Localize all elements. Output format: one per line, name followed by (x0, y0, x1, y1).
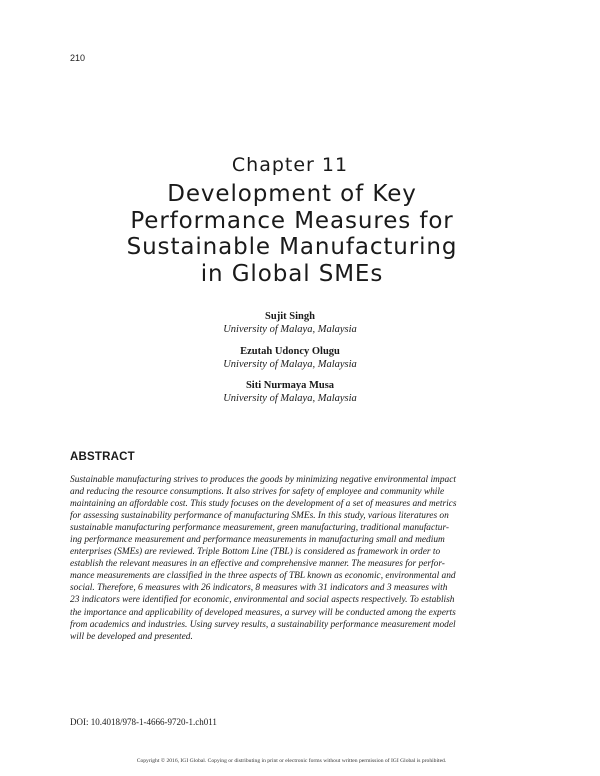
abstract-line: from academics and industries. Using survey results, a sustainability performance measurement model (70, 619, 456, 630)
abstract-line: Sustainable manufacturing strives to produces the goods by minimizing negative environmental impact (70, 475, 456, 485)
abstract-line: the importance and applicability of developed measures, a survey will be conducted among the experts (70, 607, 456, 618)
abstract-line: 23 indicators were identified for economic, environmental and social aspects respectively. To establish (70, 595, 455, 606)
author-name: Sujit Singh (265, 311, 315, 322)
abstract-line: establish the relevant measures in an effective and comprehensive manner. The measures for perfor- (70, 559, 445, 570)
abstract-line: ing performance measurement and performance measurements in manufacturing small and medium (70, 535, 445, 546)
abstract-line: for assessing sustainability performance of manufacturing SMEs. In this study, various literatures on (70, 511, 449, 522)
copyright-notice: Copyright © 2016, IGI Global. Copying or distributing in print or electronic forms without written permission of IGI Global is prohibited. (136, 758, 447, 764)
author-affiliation: University of Malaya, Malaysia (223, 393, 357, 404)
chapter-title-line: Development of Key (167, 181, 417, 207)
doi-link[interactable]: DOI: 10.4018/978-1-4666-9720-1.ch011 (70, 717, 217, 727)
abstract-body (70, 474, 518, 643)
abstract-line: mance measurements are classified in the three aspects of TBL known as economic, environmental and (70, 571, 456, 582)
chapter-title-line: in Global SMEs (200, 260, 384, 287)
abstract-line: maintaining an affordable cost. This study focuses on the development of a set of measures and metrics (70, 499, 457, 510)
abstract-line: sustainable manufacturing performance measurement, green manufacturing, traditional manufactur- (70, 523, 450, 534)
abstract-line: will be developed and presented. (70, 631, 193, 642)
abstract-line: enterprises (SMEs) are reviewed. Triple Bottom Line (TBL) is considered as framework in order to (70, 547, 441, 558)
chapter-title (60, 181, 524, 287)
abstract-line: and reducing the resource consumptions. It also strives for safety of employee and community while (70, 487, 445, 498)
chapter-title-line: Performance Measures for (130, 207, 454, 234)
author-name: Siti Nurmaya Musa (245, 380, 335, 391)
author-block (0, 310, 580, 336)
author-affiliation: University of Malaya, Malaysia (223, 324, 357, 335)
abstract-heading: ABSTRACT (70, 451, 135, 463)
abstract-line: social. Therefore, 6 measures with 26 indicators, 8 measures with 31 indicators and 3 measures with (70, 583, 448, 594)
author-block (0, 345, 580, 371)
author-block (0, 379, 580, 405)
page-number: 210 (70, 53, 86, 63)
author-affiliation: University of Malaya, Malaysia (223, 358, 357, 370)
chapter-title-line: Sustainable Manufacturing (126, 234, 458, 260)
author-list (0, 310, 580, 414)
author-name: Ezutah Udoncy Olugu (240, 345, 340, 357)
chapter-label: Chapter 11 (231, 154, 349, 176)
